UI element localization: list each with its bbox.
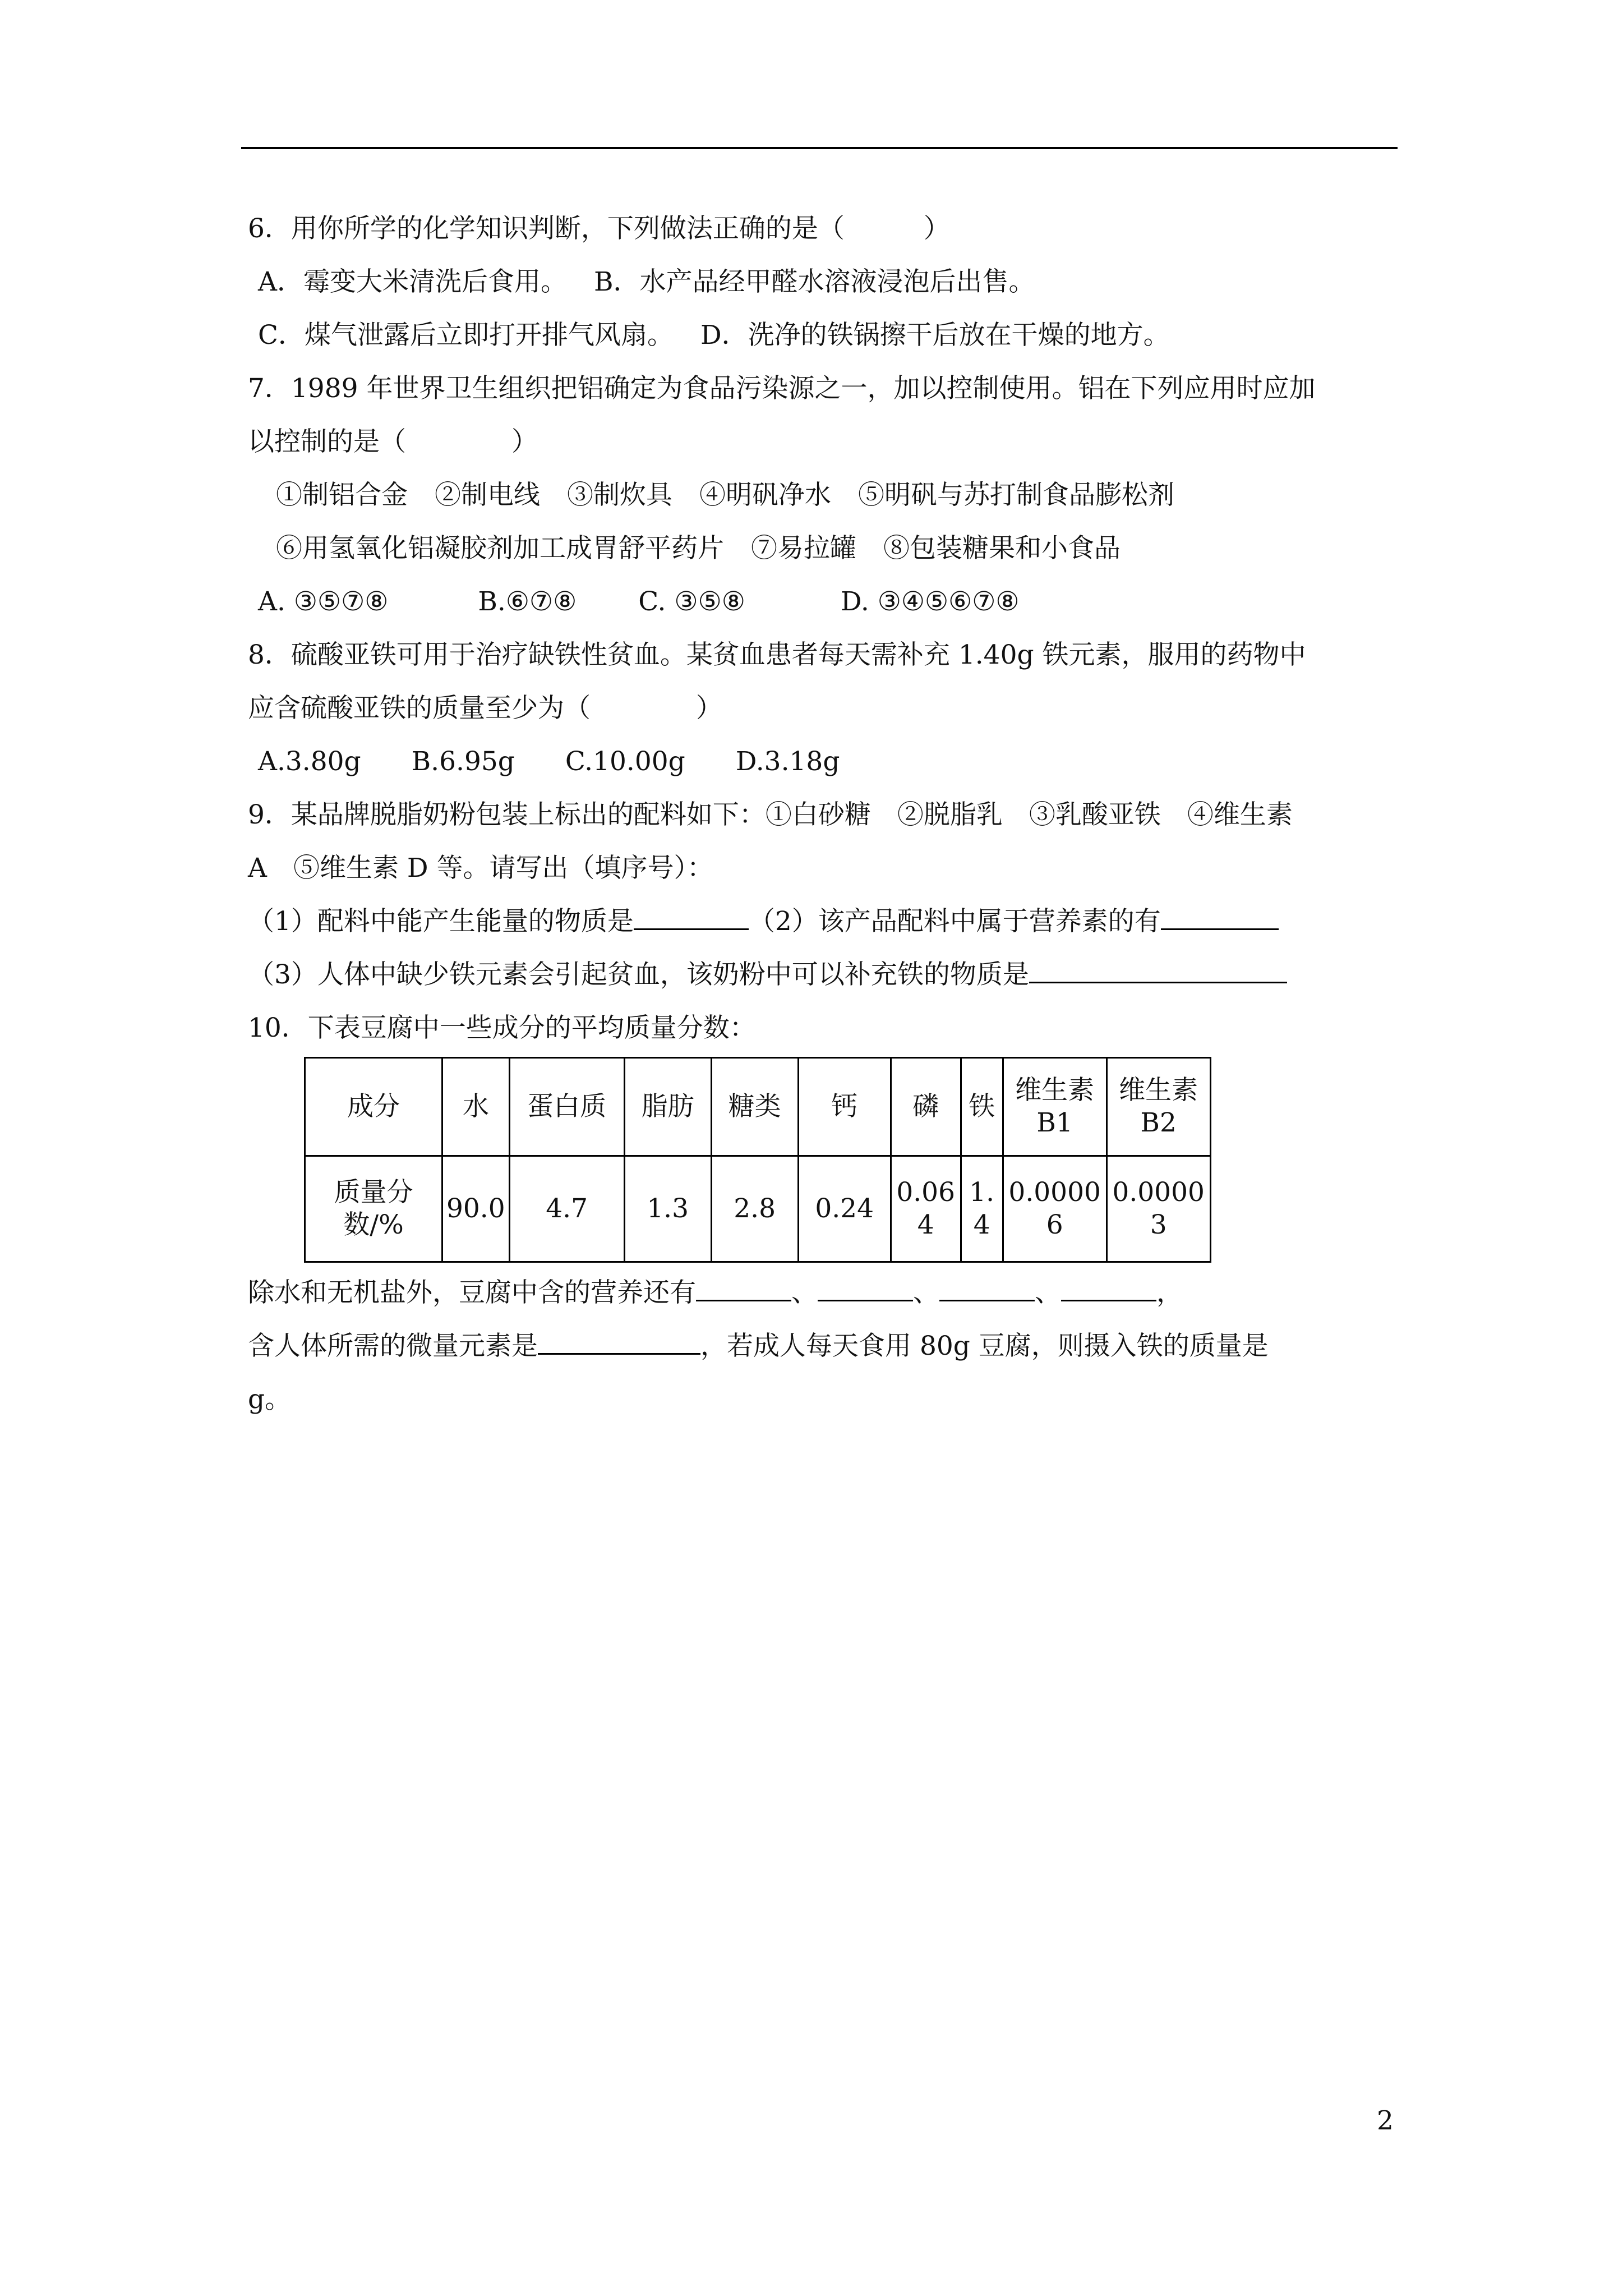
q7-items-line2 — [248, 522, 1403, 575]
table-header-cell: 铁 — [961, 1058, 1003, 1156]
table-value-row — [305, 1156, 1211, 1262]
q6-option-d: D．洗净的铁锅擦干后放在干燥的地方。 — [700, 320, 1170, 351]
q9-sub-line2 — [248, 948, 1403, 1001]
q10-answer-blank-3[interactable] — [939, 1272, 1035, 1301]
q7-options — [248, 575, 1403, 628]
table-cell: 1.3 — [624, 1156, 711, 1262]
q8-stem-line2: 应含硫酸亚铁的质量至少为（ ） — [248, 693, 722, 724]
q8-option-a: A.3.80g — [258, 746, 361, 777]
table-cell: 2.8 — [711, 1156, 798, 1262]
q7-option-b: B.⑥⑦⑧ — [478, 586, 577, 617]
q9-sub1: （1）配料中能产生能量的物质是 — [248, 906, 634, 937]
table-header-cell: 钙 — [798, 1058, 891, 1156]
q7-item-2: ②制电线 — [435, 480, 540, 510]
q9-stem-line1: 9．某品牌脱脂奶粉包装上标出的配料如下：①白砂糖 ②脱脂乳 ③乳酸亚铁 ④维生素 — [248, 799, 1293, 830]
q7-items-line1 — [248, 468, 1403, 522]
table-header-cell: 水 — [442, 1058, 510, 1156]
q7-item-1: ①制铝合金 — [276, 480, 408, 510]
q9-answer-blank-1[interactable] — [634, 900, 749, 930]
table-cell: 0.064 — [891, 1156, 961, 1262]
q7-item-5: ⑤明矾与苏打制食品膨松剂 — [858, 480, 1174, 510]
q8-option-d: D.3.18g — [735, 746, 840, 777]
q8-options — [248, 735, 1403, 788]
q9-sub2: （2）该产品配料中属于营养素的有 — [748, 906, 1161, 937]
table-cell: 0.00006 — [1003, 1156, 1106, 1262]
q9-sub-line1 — [248, 895, 1403, 948]
table-row-label: 质量分数/% — [305, 1156, 442, 1262]
q7-item-3: ③制炊具 — [567, 480, 672, 510]
q7-option-d: D. ③④⑤⑥⑦⑧ — [840, 586, 1020, 617]
q7-stem-line2: 以控制的是（ ） — [248, 426, 538, 457]
q6-option-c: C．煤气泄露后立即打开排气风扇。 — [258, 320, 674, 351]
tofu-composition-table — [304, 1057, 1211, 1263]
q8-option-c: C.10.00g — [565, 746, 685, 777]
q10-stem: 10．下表豆腐中一些成分的平均质量分数： — [248, 1013, 756, 1043]
q7-option-a: A. ③⑤⑦⑧ — [258, 586, 389, 617]
q10-separator: 、 — [1035, 1277, 1061, 1308]
q10-separator: 、 — [791, 1277, 818, 1308]
q6-stem: 6．用你所学的化学知识判断，下列做法正确的是（ ） — [248, 213, 950, 244]
header-rule — [241, 147, 1398, 149]
q10-answer-line1 — [248, 1266, 1403, 1319]
q7-option-c: C. ③⑤⑧ — [638, 586, 745, 617]
q10-text2b: ，若成人每天食用 80g 豆腐，则摄入铁的质量是 — [700, 1331, 1269, 1361]
q10-answer-blank-4[interactable] — [1061, 1272, 1156, 1301]
q10-answer-blank-1[interactable] — [696, 1272, 791, 1301]
q6-option-b: B．水产品经甲醛水溶液浸泡后出售。 — [593, 266, 1035, 297]
table-cell: 1.4 — [961, 1156, 1003, 1262]
q10-separator: 、 — [913, 1277, 939, 1308]
q7-item-4: ④明矾净水 — [699, 480, 831, 510]
table-header-cell: 蛋白质 — [509, 1058, 624, 1156]
q9-answer-blank-2[interactable] — [1161, 900, 1279, 930]
table-header-row — [305, 1058, 1211, 1156]
table-header-cell: 成分 — [305, 1058, 442, 1156]
q6-option-a: A．霉变大米清洗后食用。 — [258, 266, 567, 297]
table-header-cell: 糖类 — [711, 1058, 798, 1156]
q10-answer-blank-2[interactable] — [818, 1272, 913, 1301]
q7-item-6: ⑥用氢氧化铝凝胶剂加工成胃舒平药片 — [276, 533, 724, 564]
q7-stem-line1: 7．1989 年世界卫生组织把铝确定为食品污染源之一，加以控制使用。铝在下列应用时应加 — [248, 373, 1316, 404]
table-header-cell: 维生素B1 — [1003, 1058, 1106, 1156]
table-cell: 90.0 — [442, 1156, 510, 1262]
q8-stem-line1: 8．硫酸亚铁可用于治疗缺铁性贫血。某贫血患者每天需补充 1.40g 铁元素，服用的药物中 — [248, 639, 1306, 670]
q6-options-cd — [248, 309, 1403, 362]
q7-item-8: ⑧包装糖果和小食品 — [883, 533, 1121, 564]
table-cell: 0.24 — [798, 1156, 891, 1262]
q10-answer-line3: g。 — [248, 1384, 292, 1415]
table-header-cell: 维生素B2 — [1106, 1058, 1210, 1156]
q7-item-7: ⑦易拉罐 — [751, 533, 856, 564]
q10-answer-line2 — [248, 1319, 1403, 1373]
q10-text2a: 含人体所需的微量元素是 — [248, 1331, 538, 1361]
q9-sub3: （3）人体中缺少铁元素会引起贫血，该奶粉中可以补充铁的物质是 — [248, 959, 1029, 990]
q8-option-b: B.6.95g — [411, 746, 515, 777]
page-number: 2 — [1377, 2105, 1394, 2136]
table-cell: 0.00003 — [1106, 1156, 1210, 1262]
q10-text1: 除水和无机盐外，豆腐中含的营养还有 — [248, 1277, 696, 1308]
question-content — [248, 202, 1403, 1426]
q10-tail: ， — [1156, 1277, 1183, 1308]
q9-stem-line2: A ⑤维生素 D 等。请写出（填序号）： — [248, 853, 714, 884]
q9-answer-blank-3[interactable] — [1029, 954, 1287, 983]
table-header-cell: 脂肪 — [624, 1058, 711, 1156]
table-cell: 4.7 — [509, 1156, 624, 1262]
table-header-cell: 磷 — [891, 1058, 961, 1156]
q10-answer-blank-5[interactable] — [538, 1325, 700, 1355]
q6-options-ab — [248, 255, 1403, 309]
